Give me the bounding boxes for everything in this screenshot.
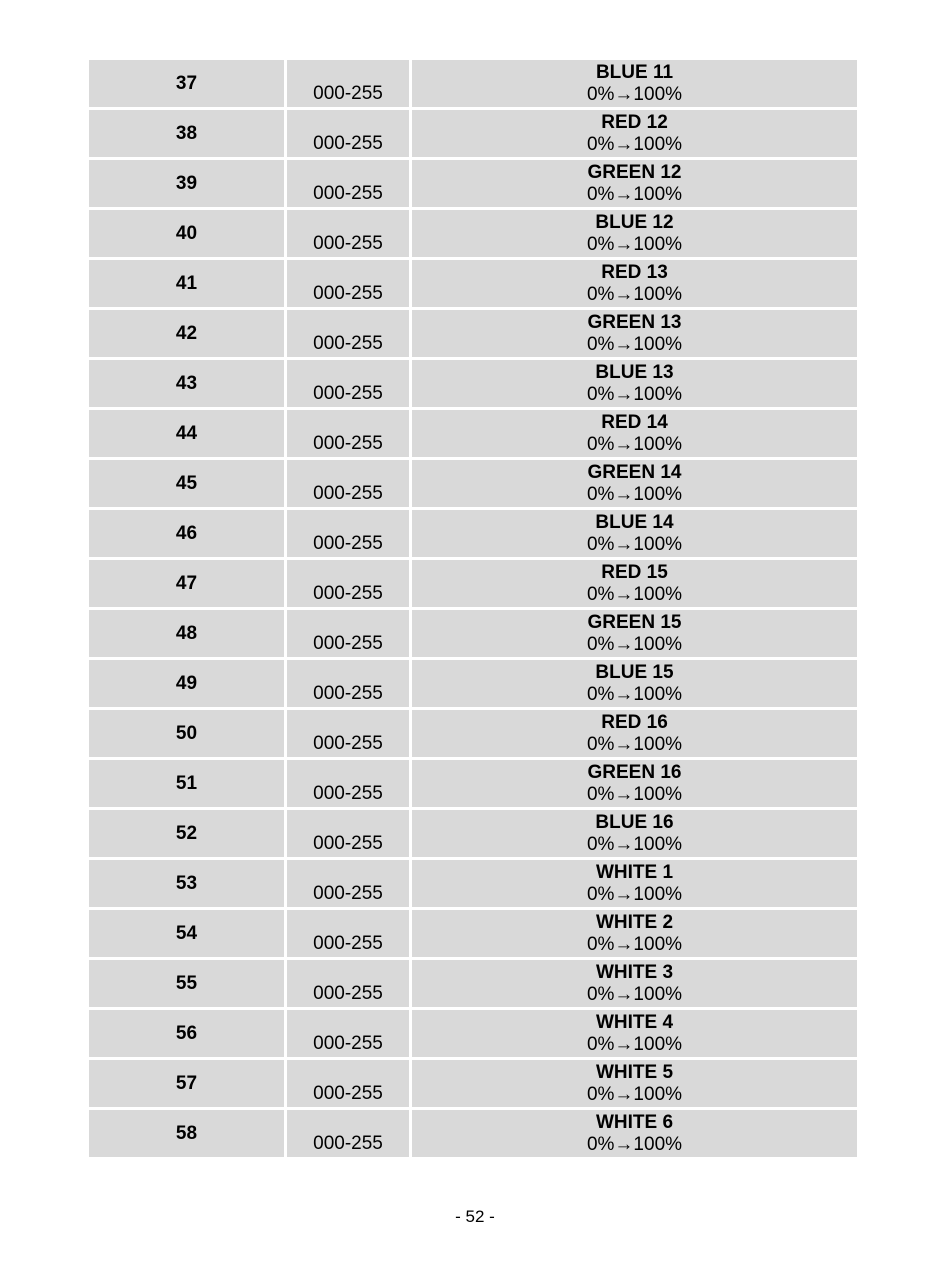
function-name: RED 13 bbox=[601, 261, 668, 283]
function-range: 0%→100% bbox=[586, 883, 683, 905]
dmx-value-range: 000-255 bbox=[287, 760, 409, 807]
function-cell bbox=[412, 810, 857, 857]
function-range: 0%→100% bbox=[586, 1083, 683, 1105]
table-body bbox=[89, 60, 857, 1157]
function-range: 0%→100% bbox=[586, 1133, 683, 1155]
function-cell bbox=[412, 1060, 857, 1107]
function-range: 0%→100% bbox=[586, 583, 683, 605]
table-row bbox=[89, 460, 857, 507]
channel-number: 44 bbox=[89, 410, 284, 457]
table-row bbox=[89, 160, 857, 207]
dmx-value-range: 000-255 bbox=[287, 210, 409, 257]
channel-number: 54 bbox=[89, 910, 284, 957]
function-range: 0%→100% bbox=[586, 783, 683, 805]
table-row bbox=[89, 910, 857, 957]
function-cell bbox=[412, 460, 857, 507]
function-range: 0%→100% bbox=[586, 733, 683, 755]
channel-number: 56 bbox=[89, 1010, 284, 1057]
function-name: GREEN 13 bbox=[587, 311, 682, 333]
dmx-value-range: 000-255 bbox=[287, 610, 409, 657]
dmx-value-range: 000-255 bbox=[287, 1110, 409, 1157]
dmx-value-range: 000-255 bbox=[287, 860, 409, 907]
channel-number: 45 bbox=[89, 460, 284, 507]
dmx-value-range: 000-255 bbox=[287, 660, 409, 707]
function-range: 0%→100% bbox=[586, 683, 683, 705]
table-row bbox=[89, 60, 857, 107]
table-row bbox=[89, 1060, 857, 1107]
dmx-value-range: 000-255 bbox=[287, 810, 409, 857]
channel-number: 43 bbox=[89, 360, 284, 407]
channel-number: 37 bbox=[89, 60, 284, 107]
function-range: 0%→100% bbox=[586, 483, 683, 505]
channel-number: 40 bbox=[89, 210, 284, 257]
table-row bbox=[89, 1110, 857, 1157]
function-name: WHITE 1 bbox=[595, 861, 674, 883]
function-name: GREEN 15 bbox=[587, 611, 682, 633]
function-cell bbox=[412, 1110, 857, 1157]
table-row bbox=[89, 310, 857, 357]
table-row bbox=[89, 510, 857, 557]
function-range: 0%→100% bbox=[586, 283, 683, 305]
function-cell bbox=[412, 660, 857, 707]
channel-number: 58 bbox=[89, 1110, 284, 1157]
function-name: RED 14 bbox=[601, 411, 668, 433]
function-name: BLUE 11 bbox=[595, 61, 674, 83]
table-row bbox=[89, 360, 857, 407]
table-row bbox=[89, 810, 857, 857]
table-row bbox=[89, 860, 857, 907]
table-row bbox=[89, 660, 857, 707]
function-cell bbox=[412, 60, 857, 107]
function-cell bbox=[412, 960, 857, 1007]
function-name: BLUE 14 bbox=[595, 511, 674, 533]
function-name: WHITE 3 bbox=[595, 961, 674, 983]
function-cell bbox=[412, 610, 857, 657]
function-cell bbox=[412, 1010, 857, 1057]
dmx-value-range: 000-255 bbox=[287, 710, 409, 757]
function-cell bbox=[412, 560, 857, 607]
function-name: GREEN 12 bbox=[587, 161, 682, 183]
function-range: 0%→100% bbox=[586, 633, 683, 655]
dmx-value-range: 000-255 bbox=[287, 1060, 409, 1107]
table-row bbox=[89, 710, 857, 757]
function-range: 0%→100% bbox=[586, 1033, 683, 1055]
channel-number: 41 bbox=[89, 260, 284, 307]
function-name: WHITE 2 bbox=[595, 911, 674, 933]
function-name: BLUE 12 bbox=[595, 211, 674, 233]
table-row bbox=[89, 260, 857, 307]
function-name: WHITE 4 bbox=[595, 1011, 674, 1033]
table-row bbox=[89, 410, 857, 457]
table-row bbox=[89, 1010, 857, 1057]
dmx-value-range: 000-255 bbox=[287, 310, 409, 357]
dmx-value-range: 000-255 bbox=[287, 910, 409, 957]
channel-number: 38 bbox=[89, 110, 284, 157]
function-name: RED 12 bbox=[601, 111, 668, 133]
function-cell bbox=[412, 710, 857, 757]
dmx-value-range: 000-255 bbox=[287, 160, 409, 207]
function-range: 0%→100% bbox=[586, 333, 683, 355]
dmx-value-range: 000-255 bbox=[287, 110, 409, 157]
dmx-value-range: 000-255 bbox=[287, 960, 409, 1007]
dmx-value-range: 000-255 bbox=[287, 1010, 409, 1057]
channel-number: 47 bbox=[89, 560, 284, 607]
channel-number: 49 bbox=[89, 660, 284, 707]
channel-number: 39 bbox=[89, 160, 284, 207]
dmx-value-range: 000-255 bbox=[287, 510, 409, 557]
function-name: RED 16 bbox=[601, 711, 668, 733]
dmx-value-range: 000-255 bbox=[287, 60, 409, 107]
function-cell bbox=[412, 860, 857, 907]
function-name: WHITE 5 bbox=[595, 1061, 674, 1083]
function-cell bbox=[412, 410, 857, 457]
function-cell bbox=[412, 110, 857, 157]
function-name: BLUE 13 bbox=[595, 361, 674, 383]
channel-number: 51 bbox=[89, 760, 284, 807]
channel-number: 42 bbox=[89, 310, 284, 357]
table-row bbox=[89, 610, 857, 657]
dmx-value-range: 000-255 bbox=[287, 460, 409, 507]
function-range: 0%→100% bbox=[586, 383, 683, 405]
channel-number: 55 bbox=[89, 960, 284, 1007]
channel-number: 53 bbox=[89, 860, 284, 907]
function-name: BLUE 15 bbox=[595, 661, 674, 683]
channel-number: 57 bbox=[89, 1060, 284, 1107]
function-cell bbox=[412, 310, 857, 357]
function-name: GREEN 14 bbox=[587, 461, 682, 483]
function-range: 0%→100% bbox=[586, 133, 683, 155]
function-name: WHITE 6 bbox=[595, 1111, 674, 1133]
function-cell bbox=[412, 210, 857, 257]
function-range: 0%→100% bbox=[586, 433, 683, 455]
function-name: RED 15 bbox=[601, 561, 668, 583]
page-number: - 52 - bbox=[455, 1207, 495, 1226]
function-range: 0%→100% bbox=[586, 83, 683, 105]
channel-number: 52 bbox=[89, 810, 284, 857]
function-cell bbox=[412, 260, 857, 307]
dmx-value-range: 000-255 bbox=[287, 260, 409, 307]
function-range: 0%→100% bbox=[586, 533, 683, 555]
channel-number: 50 bbox=[89, 710, 284, 757]
channel-number: 48 bbox=[89, 610, 284, 657]
dmx-value-range: 000-255 bbox=[287, 410, 409, 457]
function-range: 0%→100% bbox=[586, 833, 683, 855]
table-row bbox=[89, 110, 857, 157]
table-row bbox=[89, 760, 857, 807]
function-cell bbox=[412, 910, 857, 957]
function-name: BLUE 16 bbox=[595, 811, 674, 833]
dmx-value-range: 000-255 bbox=[287, 560, 409, 607]
function-range: 0%→100% bbox=[586, 933, 683, 955]
function-cell bbox=[412, 510, 857, 557]
dmx-channel-table bbox=[86, 57, 860, 1160]
function-cell bbox=[412, 760, 857, 807]
function-cell bbox=[412, 160, 857, 207]
function-name: GREEN 16 bbox=[587, 761, 682, 783]
function-range: 0%→100% bbox=[586, 233, 683, 255]
table-row bbox=[89, 960, 857, 1007]
function-range: 0%→100% bbox=[586, 183, 683, 205]
table-row bbox=[89, 210, 857, 257]
dmx-value-range: 000-255 bbox=[287, 360, 409, 407]
function-range: 0%→100% bbox=[586, 983, 683, 1005]
table-row bbox=[89, 560, 857, 607]
function-cell bbox=[412, 360, 857, 407]
channel-number: 46 bbox=[89, 510, 284, 557]
